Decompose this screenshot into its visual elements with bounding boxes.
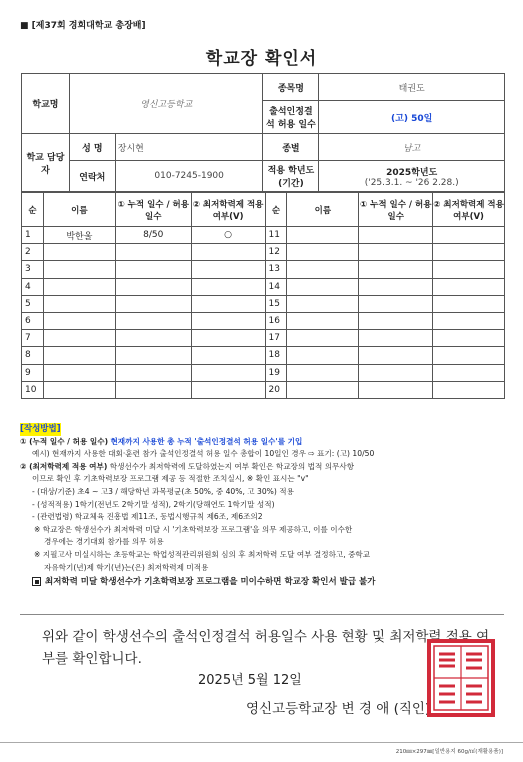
year-period: ('25.3.1. ~ '26 2.28.) xyxy=(364,177,459,188)
cell-days xyxy=(115,381,191,398)
table-row xyxy=(22,295,505,312)
cell-no: 3 xyxy=(22,261,44,278)
allowed-days-label: 출석인정결석 허용 일수 xyxy=(263,101,319,134)
note2-cont: 자유학기(년)제 학기(년)는(은) 최저학력제 미적용 xyxy=(44,562,209,572)
cell-name xyxy=(43,312,115,329)
cell-min xyxy=(191,244,265,261)
cell-min xyxy=(191,312,265,329)
cell-name xyxy=(43,330,115,347)
cell-min xyxy=(433,261,505,278)
cell-name xyxy=(287,295,359,312)
cell-no: 10 xyxy=(22,381,44,398)
col-name: 이름 xyxy=(43,193,115,227)
issue-date: 2025년 5월 12일 xyxy=(198,673,302,688)
cell-days xyxy=(359,261,433,278)
cell-days xyxy=(359,330,433,347)
table-row xyxy=(22,381,505,398)
cell-no: 11 xyxy=(265,227,287,244)
item1-highlight: 현재까지 사용한 총 누적 '출석인정결석 허용 일수'를 기입 xyxy=(110,436,303,446)
cell-no: 8 xyxy=(22,347,44,364)
athlete-table xyxy=(21,192,505,399)
footer-divider xyxy=(0,742,523,743)
divider xyxy=(20,614,504,615)
cell-name xyxy=(43,347,115,364)
cell-days xyxy=(359,381,433,398)
school-info-table xyxy=(21,73,505,192)
cell-days xyxy=(115,244,191,261)
cell-days xyxy=(115,295,191,312)
cell-name xyxy=(43,381,115,398)
col-no: 순 xyxy=(265,193,287,227)
issuer-name: 영신고등학교장 변 경 애 (직인) xyxy=(246,701,431,717)
cell-name xyxy=(287,261,359,278)
cell-name xyxy=(287,330,359,347)
cell-days xyxy=(115,312,191,329)
col-min: ② 최저학력제 적용 여부(V) xyxy=(433,193,505,227)
cell-min xyxy=(433,347,505,364)
cell-days xyxy=(359,347,433,364)
cell-no: 15 xyxy=(265,295,287,312)
cell-min xyxy=(433,381,505,398)
cell-min xyxy=(433,244,505,261)
cell-min xyxy=(191,330,265,347)
cell-name xyxy=(43,295,115,312)
cell-min xyxy=(191,261,265,278)
cell-no: 12 xyxy=(265,244,287,261)
cell-days xyxy=(115,261,191,278)
cell-min xyxy=(433,312,505,329)
col-days: ① 누적 일수 / 허용 일수 xyxy=(359,193,433,227)
category-label: 종별 xyxy=(263,134,319,161)
cell-no: 7 xyxy=(22,330,44,347)
col-no: 순 xyxy=(22,193,44,227)
cell-days xyxy=(115,330,191,347)
cell-min xyxy=(433,295,505,312)
col-name: 이름 xyxy=(287,193,359,227)
staff-label: 학교 담당자 xyxy=(22,134,70,192)
cell-no: 16 xyxy=(265,312,287,329)
cell-min xyxy=(191,347,265,364)
cell-name xyxy=(287,347,359,364)
cell-min xyxy=(191,364,265,381)
table-row xyxy=(22,244,505,261)
table-row xyxy=(22,330,505,347)
staff-name-label: 성 명 xyxy=(69,134,115,161)
cell-days xyxy=(359,244,433,261)
cell-min xyxy=(433,330,505,347)
cell-min xyxy=(191,295,265,312)
contact-value: 010-7245-1900 xyxy=(115,161,263,192)
table-row xyxy=(22,312,505,329)
event-value: 태권도 xyxy=(319,74,505,101)
cell-no: 4 xyxy=(22,278,44,295)
cell-days xyxy=(115,347,191,364)
year-cell xyxy=(319,161,505,192)
cell-min xyxy=(191,381,265,398)
table-row xyxy=(22,364,505,381)
staff-name-value: 장시현 xyxy=(115,134,263,161)
cell-no: 9 xyxy=(22,364,44,381)
instructions-heading: [작성방법] xyxy=(20,424,61,434)
school-name-label: 학교명 xyxy=(22,74,70,134)
table-row xyxy=(22,278,505,295)
confirmation-text: 위와 같이 학생선수의 출석인정결석 허용일수 사용 현황 및 최저학력 적용 여부를 확인합니다. xyxy=(42,629,490,667)
item2-cont: 이므로 확인 후 기초학력보장 프로그램 제공 등 적절한 조치실시, ※ 확인 표시는 "v" xyxy=(32,474,309,484)
cell-no: 1 xyxy=(22,227,44,244)
official-seal-icon xyxy=(426,638,496,718)
note1-cont: 경우에는 경기대회 참가를 의무 허용 xyxy=(44,537,164,547)
cell-name xyxy=(287,364,359,381)
year-value: 2025학년도 xyxy=(386,167,438,178)
cell-no: 20 xyxy=(265,381,287,398)
col-min: ② 최저학력제 적용 여부(V) xyxy=(191,193,265,227)
cell-name xyxy=(287,244,359,261)
note2: ※ 지필고사 미실시하는 초등학교는 학업성적관리위원회 심의 후 최저학력 도달 여부 결정하고, 중학교 xyxy=(34,549,371,559)
item2-text: 학생선수가 최저학력에 도달하였는지 여부 확인은 학교장의 법적 의무사항 xyxy=(109,461,355,471)
cell-min xyxy=(433,227,505,244)
cell-name xyxy=(287,381,359,398)
category-value: 남고 xyxy=(319,134,505,161)
cell-days xyxy=(115,278,191,295)
document-label: ■ [제37회 경희대학교 총장배] xyxy=(20,21,146,31)
cell-name xyxy=(43,261,115,278)
note1: ※ 학교장은 학생선수가 최저학력 미달 시 '기초학력보장 프로그램'을 의무 제공하고, 이를 이수한 xyxy=(34,524,353,534)
cell-days xyxy=(359,364,433,381)
col-days: ① 누적 일수 / 허용 일수 xyxy=(115,193,191,227)
cell-min xyxy=(191,278,265,295)
cell-name xyxy=(287,278,359,295)
allowed-days-value: (고) 50일 xyxy=(319,101,505,134)
cell-min xyxy=(433,364,505,381)
paper-spec: 210㎜×297㎜[일반용지 60g/㎡(재활용품)] xyxy=(395,749,503,755)
cell-name xyxy=(287,227,359,244)
item1-example: 예시) 현재까지 사용한 대회·훈련 참가 출석인정결석 허용 일수 총합이 10일인 경우 ⇨ 표기: (고) 10/50 xyxy=(32,449,375,459)
athlete-rows xyxy=(22,227,505,399)
cell-no: 6 xyxy=(22,312,44,329)
cell-no: 2 xyxy=(22,244,44,261)
cell-days xyxy=(359,278,433,295)
cell-days xyxy=(359,295,433,312)
document-title: 학교장 확인서 xyxy=(205,49,318,69)
cell-days xyxy=(115,364,191,381)
cell-name xyxy=(43,244,115,261)
cell-days xyxy=(359,312,433,329)
table-row xyxy=(22,261,505,278)
cell-name: 박한울 xyxy=(43,227,115,244)
cell-days: 8/50 xyxy=(115,227,191,244)
cell-no: 14 xyxy=(265,278,287,295)
sub3: - (관련법령) 학교체육 진흥법 제11조, 동법시행규칙 제6조, 제6조의2 xyxy=(32,512,263,522)
cell-no: 17 xyxy=(265,330,287,347)
year-label: 적용 학년도 (기간) xyxy=(263,161,319,192)
cell-min xyxy=(433,278,505,295)
cell-no: 5 xyxy=(22,295,44,312)
cell-no: 19 xyxy=(265,364,287,381)
sub1: - (대상/기준) 초4 ~ 고3 / 해당학년 과목평균(초 50%, 중 40%, 고 30%) 적용 xyxy=(32,486,294,496)
warning-text: 최저학력 미달 학생선수가 기초학력보장 프로그램을 미이수하면 학교장 확인서 발급 불가 xyxy=(45,577,376,588)
table-row xyxy=(22,227,505,244)
sub2: - (성적적용) 1학기(전년도 2학기말 성적), 2학기(당해연도 1학기말 성적) xyxy=(32,499,275,509)
instructions xyxy=(20,423,510,589)
cell-min: ○ xyxy=(191,227,265,244)
checkbox-icon xyxy=(32,577,41,586)
cell-name xyxy=(43,364,115,381)
table-row xyxy=(22,347,505,364)
contact-label: 연락처 xyxy=(69,161,115,192)
cell-name xyxy=(287,312,359,329)
cell-name xyxy=(43,278,115,295)
item1-label: ① (누적 일수 / 허용 일수) xyxy=(20,436,109,446)
item2-label: ② (최저학력제 적용 여부) xyxy=(20,461,108,471)
cell-no: 13 xyxy=(265,261,287,278)
event-label: 종목명 xyxy=(263,74,319,101)
school-name-value: 영신고등학교 xyxy=(69,74,263,134)
cell-no: 18 xyxy=(265,347,287,364)
cell-days xyxy=(359,227,433,244)
